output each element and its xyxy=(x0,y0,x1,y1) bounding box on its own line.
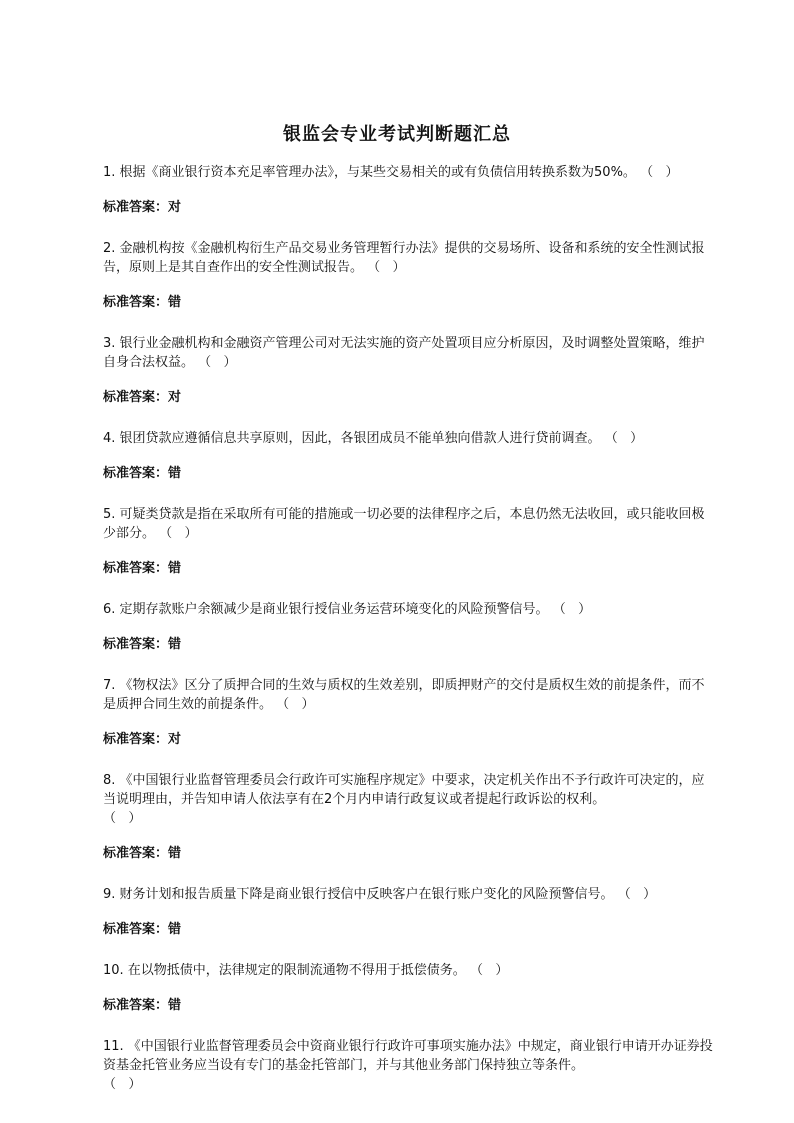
answer-blank: （ ） xyxy=(552,602,592,617)
question-text: 5. 可疑类贷款是指在采取所有可能的措施或一切必要的法律程序之后，本息仍然无法收回，或只能收回极少部分。 （ ） xyxy=(103,507,705,541)
answer-blank: （ ） xyxy=(367,260,406,275)
standard-answer: 标准答案：错 xyxy=(103,846,182,861)
standard-answer: 标准答案：错 xyxy=(103,998,182,1013)
question-text: 11. 《中国银行业监督管理委员会中资商业银行行政许可事项实施办法》中规定，商业银行申请开办证券投资基金托管业务应当设有专门的基金托管部门，并与其他业务部门保持独立等条件。 （ ） xyxy=(103,1039,713,1092)
standard-answer: 标准答案：对 xyxy=(103,200,182,215)
question-item xyxy=(103,961,715,1015)
question-item xyxy=(103,771,715,863)
answer-blank: （ ） xyxy=(159,526,198,541)
question-text: 2. 金融机构按《金融机构衍生产品交易业务管理暂行办法》提供的交易场所、设备和系统的安全性测试报告，原则上是其自查作出的安全性测试报告。 （ ） xyxy=(103,241,705,275)
standard-answer: 标准答案：错 xyxy=(103,466,182,481)
answer-blank: （ ） xyxy=(640,165,679,180)
standard-answer: 标准答案：对 xyxy=(103,732,182,747)
answer-blank: （ ） xyxy=(617,887,657,902)
document-title: 银监会专业考试判断题汇总 xyxy=(283,124,511,145)
question-item xyxy=(103,429,715,483)
question-item xyxy=(103,885,715,939)
question-list xyxy=(103,163,715,1094)
answer-blank: （ ） xyxy=(604,431,644,446)
answer-blank: （ ） xyxy=(276,697,315,712)
question-item xyxy=(103,163,715,217)
standard-answer: 标准答案：错 xyxy=(103,561,182,576)
answer-blank: （ ） xyxy=(103,811,142,826)
standard-answer: 标准答案：错 xyxy=(103,922,182,937)
question-text: 4. 银团贷款应遵循信息共享原则，因此，各银团成员不能单独向借款人进行贷前调查。 （ ） xyxy=(103,431,644,446)
answer-blank: （ ） xyxy=(469,963,509,978)
question-item xyxy=(103,1037,715,1094)
question-text: 8. 《中国银行业监督管理委员会行政许可实施程序规定》中要求，决定机关作出不予行政许可决定的，应当说明理由，并告知申请人依法享有在2个月内申请行政复议或者提起行政诉讼的权利。 （ ） xyxy=(103,773,705,826)
question-item xyxy=(103,505,715,578)
question-item xyxy=(103,676,715,749)
question-item xyxy=(103,239,715,312)
answer-blank: （ ） xyxy=(198,355,237,370)
standard-answer: 标准答案：对 xyxy=(103,390,182,405)
answer-blank: （ ） xyxy=(103,1077,142,1092)
question-text: 7. 《物权法》区分了质押合同的生效与质权的生效差别，即质押财产的交付是质权生效的前提条件，而不是质押合同生效的前提条件。 （ ） xyxy=(103,678,705,712)
question-text: 6. 定期存款账户余额减少是商业银行授信业务运营环境变化的风险预警信号。 （ ） xyxy=(103,602,592,617)
question-item xyxy=(103,600,715,654)
standard-answer: 标准答案：错 xyxy=(103,637,182,652)
question-text: 10. 在以物抵债中，法律规定的限制流通物不得用于抵偿债务。 （ ） xyxy=(103,963,509,978)
question-text: 9. 财务计划和报告质量下降是商业银行授信中反映客户在银行账户变化的风险预警信号。 （ ） xyxy=(103,887,657,902)
question-item xyxy=(103,334,715,407)
question-text: 1. 根据《商业银行资本充足率管理办法》，与某些交易相关的或有负债信用转换系数为50%。 （ ） xyxy=(103,165,679,180)
standard-answer: 标准答案：错 xyxy=(103,295,182,310)
question-text: 3. 银行业金融机构和金融资产管理公司对无法实施的资产处置项目应分析原因，及时调整处置策略，维护自身合法权益。 （ ） xyxy=(103,336,705,370)
